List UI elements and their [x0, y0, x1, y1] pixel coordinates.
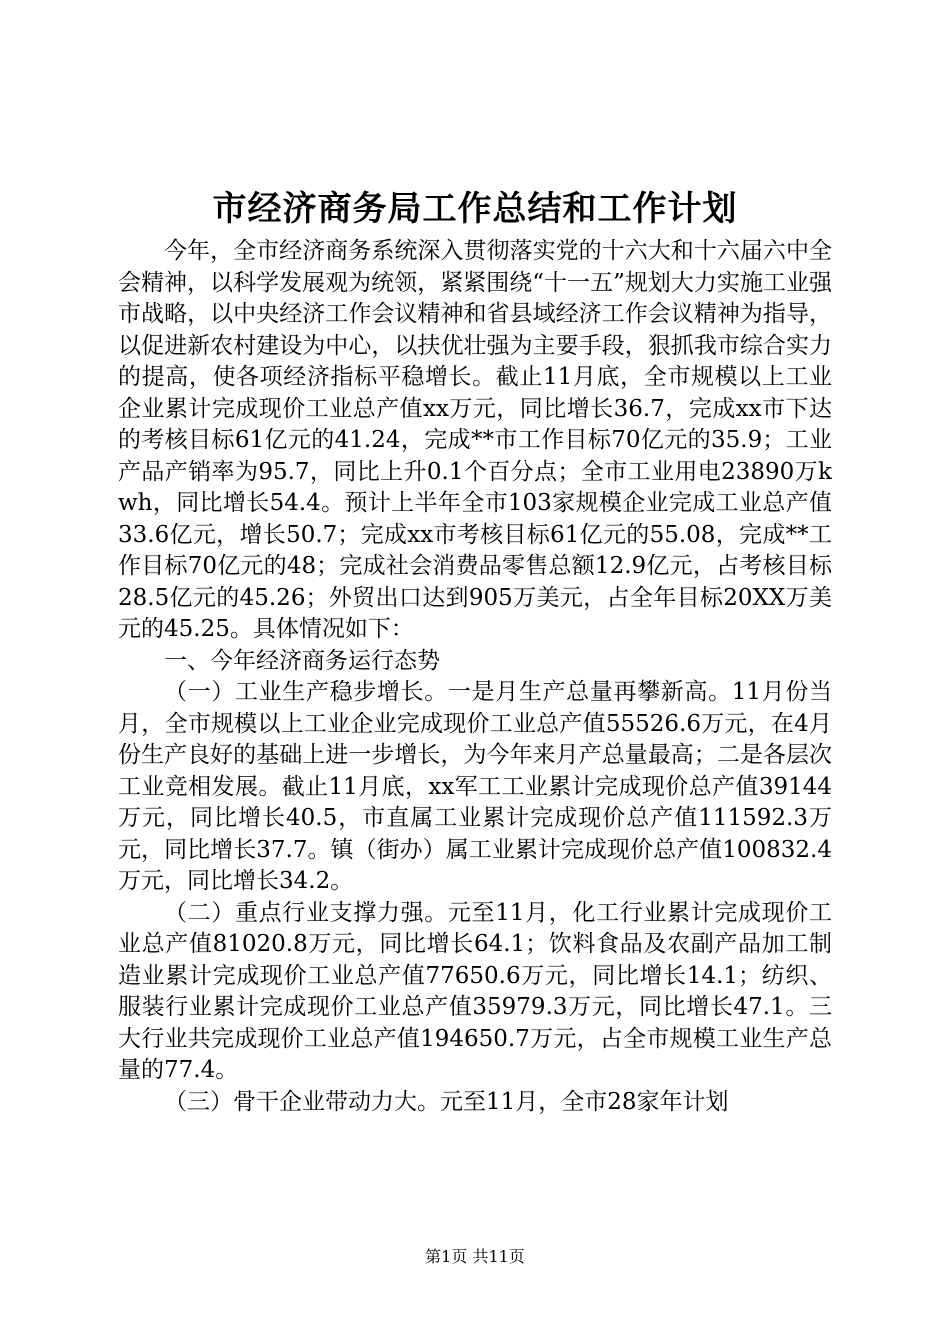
document-title: 市经济商务局工作总结和工作计划: [212, 189, 738, 229]
page-number-footer: 第1页 共11页: [425, 1247, 525, 1266]
paragraph-intro: 今年，全市经济商务系统深入贯彻落实党的十六大和十六届六中全会精神，以科学发展观为统领，紧紧围绕“十一五”规划大力实施工业强市战略，以中央经济工作会议精神和省县域经济工作会议精神为指导，以促进新农村建设为中心，以扶优壮强为主要手段，狠抓我市综合实力的提高，使各项经济指标平稳增长。截止11月底，全市规模以上工业企业累计完成现价工业总产值xx万元，同比增长36.7，完成xx市下达的考核目标61亿元的41.24，完成**市工作目标70亿元的35.9；工业产品产销率为95.7，同比上升0.1个百分点；全市工业用电23890万kwh，同比增长54.4。预计上半年全市103家规模企业完成工业总产值33.6亿元，增长50.7；完成xx市考核目标61亿元的55.08，完成**工作目标70亿元的48；完成社会消费品零售总额12.9亿元，占考核目标28.5亿元的45.26；外贸出口达到905万美元，占全年目标20XX万美元的45.25。具体情况如下：: [118, 238, 832, 642]
paragraph-industrial-production: （一）工业生产稳步增长。一是月生产总量再攀新高。11月份当月，全市规模以上工业企业完成现价工业总产值55526.6万元，在4月份生产良好的基础上进一步增长，为今年来月产总量最高；二是各层次工业竞相发展。截止11月底，xx军工工业累计完成现价总产值39144万元，同比增长40.5，市直属工业累计完成现价总产值111592.3万元，同比增长37.7。镇（街办）属工业累计完成现价总产值100832.4万元，同比增长34.2。: [118, 679, 832, 894]
paragraph-backbone-enterprises: （三）骨干企业带动力大。元至11月，全市28家年计划: [164, 1088, 729, 1115]
section-heading: 一、今年经济商务运行态势: [164, 647, 440, 674]
document-body: [118, 236, 832, 1118]
paragraph-key-industries: （二）重点行业支撑力强。元至11月，化工行业累计完成现价工业总产值81020.8万元，同比增长64.1；饮料食品及农副产品加工制造业累计完成现价工业总产值77650.6万元，同比增长14.1；纺织、服装行业累计完成现价工业总产值35979.3万元，同比增长47.1。三大行业共完成现价工业总产值194650.7万元，占全市规模工业生产总量的77.4。: [118, 899, 832, 1083]
